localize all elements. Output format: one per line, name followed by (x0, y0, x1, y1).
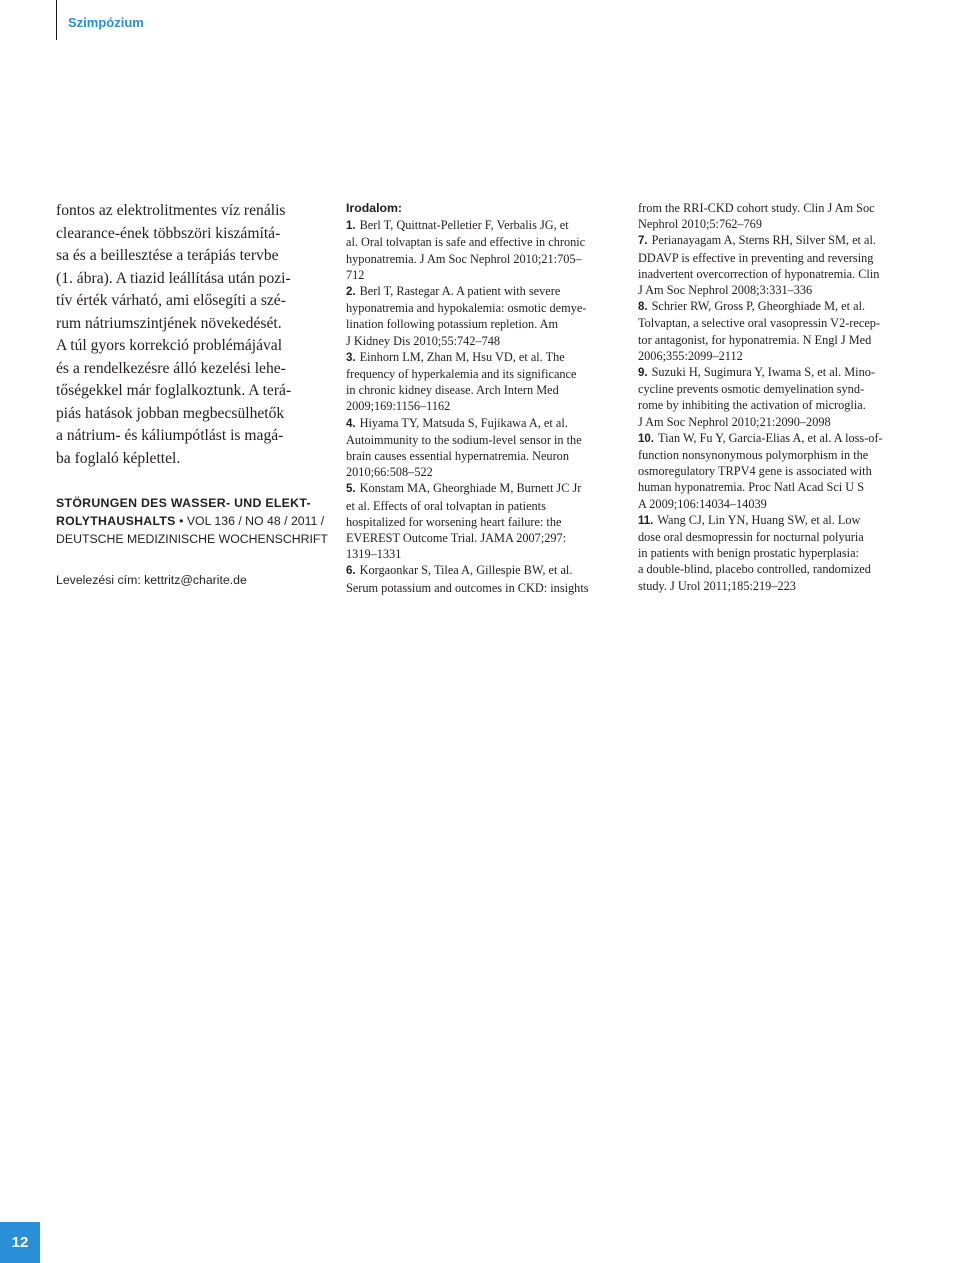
reference-item (638, 364, 906, 381)
page-number: 12 (0, 1222, 40, 1263)
reference-number: 2. (346, 286, 356, 299)
reference-item (638, 232, 906, 249)
reference-line (638, 447, 906, 463)
reference-line (346, 464, 616, 480)
reference-text: function nonsynonymous polymorphism in the (638, 448, 869, 463)
reference-line (638, 332, 906, 348)
reference-text: osmoregulatory TRPV4 gene is associated with (638, 464, 872, 479)
reference-text: study. J Urol 2011;185:219–223 (638, 578, 796, 593)
reference-text: J Am Soc Nephrol 2010;21:2090–2098 (638, 414, 831, 429)
reference-text: 2009;169:1156–1162 (346, 399, 451, 414)
reference-number: 1. (346, 220, 356, 233)
body-line: clearance-ének többszöri kiszámítá- (56, 224, 281, 242)
reference-line (346, 432, 616, 448)
reference-line (346, 316, 616, 332)
reference-item (346, 283, 616, 300)
reference-text: Tian W, Fu Y, Garcia-Elias A, et al. A loss-of- (658, 430, 883, 445)
reference-text: frequency of hyperkalemia and its significance (346, 367, 577, 382)
reference-text: Autoimmunity to the sodium-level sensor in the (346, 432, 582, 447)
reference-line (638, 496, 906, 512)
reference-line (638, 266, 906, 282)
header-divider (56, 0, 57, 40)
reference-number: 10. (638, 432, 654, 445)
source-title-line-2 (56, 512, 336, 530)
reference-text: DDAVP is effective in preventing and reversing (638, 250, 874, 265)
reference-item (346, 217, 616, 234)
reference-text: 2010;66:508–522 (346, 465, 433, 480)
reference-text: tor antagonist, for hyponatremia. N Engl J Med (638, 332, 872, 347)
reference-number: 6. (346, 565, 356, 578)
body-line: ba foglaló képlettel. (56, 449, 181, 467)
reference-item (346, 480, 616, 497)
reference-text: hyponatremia and hypokalemia: osmotic demye- (346, 301, 587, 316)
bullet-separator: • (179, 514, 184, 528)
source-volume: VOL 136 / NO 48 / 2011 / (186, 514, 325, 528)
section-label: Szimpózium (68, 15, 144, 30)
reference-text: Schrier RW, Gross P, Gheorghiade M, et al. (651, 299, 866, 314)
references-column-2 (638, 200, 906, 594)
reference-line (346, 366, 616, 382)
reference-text: 2006;355:2099–2112 (638, 348, 743, 363)
source-journal: DEUTSCHE MEDIZINISCHE WOCHENSCHRIFT (56, 532, 328, 546)
reference-line (346, 300, 616, 316)
reference-item (638, 512, 906, 529)
source-title-part: ROLYTHAUSHALTS (56, 514, 176, 528)
reference-line (346, 382, 616, 398)
body-line: A túl gyors korrekció problémájával (56, 337, 283, 354)
reference-line (346, 498, 616, 514)
body-line: a nátrium- és káliumpótlást is magá- (56, 427, 284, 444)
body-line: (1. ábra). A tiazid leállítása után pozi- (56, 269, 291, 287)
body-line: piás hatások jobban megbecsülhetők (56, 404, 285, 422)
reference-line (346, 546, 616, 562)
reference-text: human hyponatremia. Proc Natl Acad Sci U S (638, 480, 865, 495)
reference-text: inadvertent overcorrection of hyponatremia. Clin (638, 266, 880, 281)
reference-number: 4. (346, 417, 356, 430)
reference-text: Serum potassium and outcomes in CKD: insights (346, 580, 589, 595)
reference-number: 11. (638, 514, 654, 527)
reference-line (638, 397, 906, 413)
reference-item (346, 562, 616, 579)
reference-line (638, 282, 906, 298)
reference-line (638, 479, 906, 495)
reference-text: lination following potassium repletion. Am (346, 317, 559, 332)
reference-number: 7. (638, 235, 648, 248)
reference-text: J Kidney Dis 2010;55:742–748 (346, 333, 501, 348)
reference-text: Suzuki H, Sugimura Y, Iwama S, et al. Mino- (651, 365, 875, 380)
reference-text: et al. Effects of oral tolvaptan in patients (346, 498, 546, 513)
reference-text: A 2009;106:14034–14039 (638, 496, 767, 511)
references-column-1 (346, 200, 616, 596)
reference-line (638, 381, 906, 397)
reference-line (346, 251, 616, 267)
reference-number: 3. (346, 351, 356, 364)
reference-line (638, 315, 906, 331)
body-paragraph (56, 200, 318, 470)
reference-line: Nephrol 2010;5:762–769 (638, 217, 762, 232)
reference-text: brain causes essential hypernatremia. Neuron (346, 449, 569, 464)
reference-text: rome by inhibiting the activation of microglia. (638, 398, 866, 413)
reference-line (346, 580, 616, 596)
reference-line (346, 514, 616, 530)
reference-text: Perianayagam A, Sterns RH, Silver SM, et al. (651, 233, 876, 248)
reference-line (638, 561, 906, 577)
references-heading: Irodalom: (346, 201, 403, 215)
reference-text: hyponatremia. J Am Soc Nephrol 2010;21:705– (346, 251, 582, 266)
body-line: fontos az elektrolitmentes víz renális (56, 202, 286, 219)
reference-text: al. Oral tolvaptan is safe and effective in chronic (346, 235, 586, 250)
reference-text: Korgaonkar S, Tilea A, Gillespie BW, et al. (359, 563, 573, 578)
reference-line (638, 545, 906, 561)
reference-text: J Am Soc Nephrol 2008;3:331–336 (638, 283, 813, 298)
correspondence-address: Levelezési cím: kettritz@charite.de (56, 573, 247, 587)
reference-item (638, 430, 906, 447)
reference-text: dose oral desmopressin for nocturnal polyuria (638, 530, 864, 545)
reference-text: Wang CJ, Lin YN, Huang SW, et al. Low (657, 512, 861, 527)
reference-number: 5. (346, 483, 356, 496)
reference-line (346, 234, 616, 250)
reference-line (638, 348, 906, 364)
reference-text: Konstam MA, Gheorghiade M, Burnett JC Jr (359, 481, 582, 496)
reference-text: 1319–1331 (346, 547, 402, 562)
reference-line (346, 530, 616, 546)
reference-item (346, 415, 616, 432)
reference-item (346, 349, 616, 366)
reference-line (638, 463, 906, 479)
reference-item (638, 298, 906, 315)
body-line: tőségekkel már foglalkoztunk. A terá- (56, 382, 292, 399)
reference-text: in chronic kidney disease. Arch Intern Med (346, 383, 559, 398)
reference-text: Berl T, Quittnat-Pelletier F, Verbalis JG, et (359, 218, 569, 233)
reference-text: Berl T, Rastegar A. A patient with severe (359, 284, 561, 299)
reference-number: 8. (638, 301, 648, 314)
reference-number: 9. (638, 367, 648, 380)
body-line: tív érték várható, ami elősegíti a szé- (56, 292, 286, 309)
reference-line: from the RRI-CKD cohort study. Clin J Am Soc (638, 201, 875, 215)
reference-text: in patients with benign prostatic hyperplasia: (638, 546, 859, 561)
source-title-line-1: STÖRUNGEN DES WASSER- UND ELEKT- (56, 496, 311, 510)
reference-line (346, 267, 616, 283)
reference-line (638, 529, 906, 545)
reference-line (346, 333, 616, 349)
body-line: rum nátriumszintjének növekedését. (56, 314, 282, 332)
reference-text: Einhorn LM, Zhan M, Hsu VD, et al. The (359, 349, 565, 364)
reference-text: 712 (346, 267, 365, 282)
reference-text: hospitalized for worsening heart failure: the (346, 514, 562, 529)
reference-line (638, 414, 906, 430)
reference-line (346, 398, 616, 414)
source-citation (56, 494, 336, 548)
reference-line (638, 250, 906, 266)
body-line: és a rendelkezésre álló kezelési lehe- (56, 359, 286, 377)
body-line: sa és a beillesztése a terápiás tervbe (56, 247, 279, 264)
reference-text: EVEREST Outcome Trial. JAMA 2007;297: (346, 531, 567, 546)
reference-text: Hiyama TY, Matsuda S, Fujikawa A, et al. (359, 415, 568, 430)
reference-text: cycline prevents osmotic demyelination synd- (638, 382, 865, 397)
reference-text: Tolvaptan, a selective oral vasopressin V2-recep- (638, 316, 881, 331)
reference-text: a double-blind, placebo controlled, randomized (638, 562, 871, 577)
reference-line (346, 448, 616, 464)
reference-line (638, 578, 906, 594)
